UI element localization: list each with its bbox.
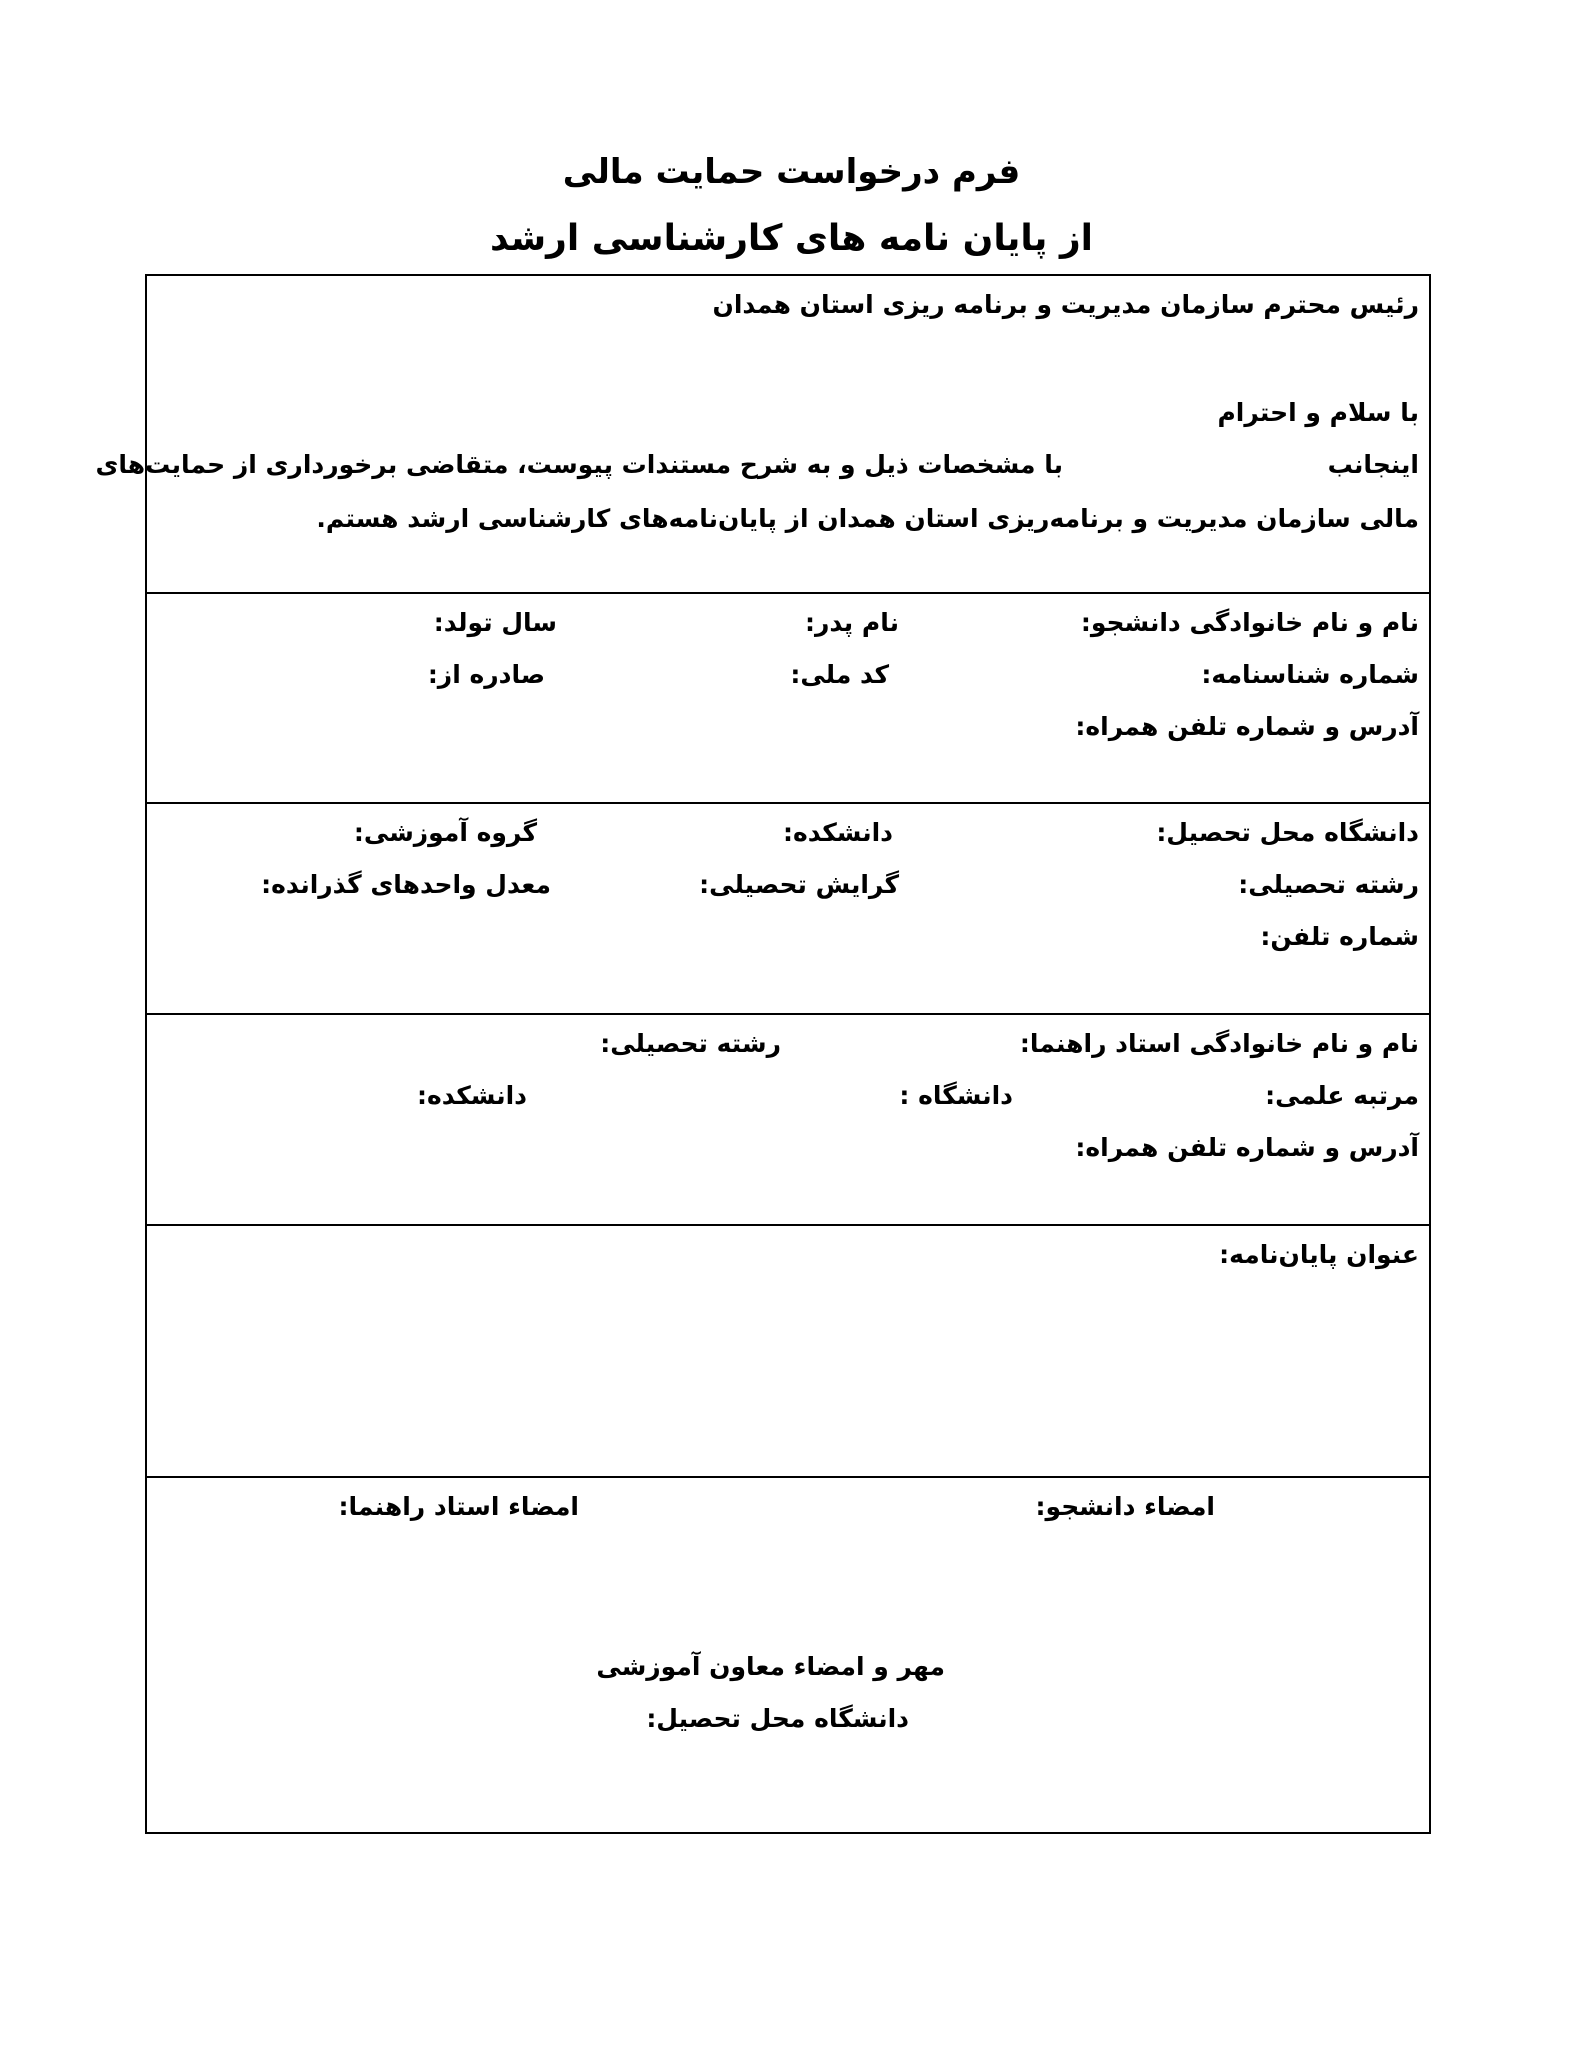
academic-rank-label: مرتبه علمی:: [1265, 1081, 1419, 1110]
application-form: [95, 274, 1431, 1834]
supervisor-signature-label: امضاء استاد راهنما:: [338, 1492, 579, 1521]
issued-from-label: صادره از:: [427, 660, 545, 689]
student-signature-label: امضاء دانشجو:: [1035, 1492, 1215, 1521]
education-section: [147, 804, 1429, 1015]
signature-section: [147, 1478, 1429, 1832]
form-subtitle: از پایان نامه های کارشناسی ارشد: [489, 218, 1094, 259]
id-number-label: شماره شناسنامه:: [1201, 660, 1419, 689]
student-name-label: نام و نام خانوادگی دانشجو:: [1080, 608, 1419, 637]
deputy-stamp-label: مهر و امضاء معاون آموزشی: [596, 1652, 945, 1681]
gpa-label: معدل واحدهای گذرانده:: [261, 870, 551, 899]
body-line2-text: مالی سازمان مدیریت و برنامه‌ریزی استان همدان از پایان‌نامه‌های کارشناسی ارشد هستم.: [316, 504, 1419, 533]
birth-year-label: سال تولد:: [433, 608, 557, 637]
greeting-text: با سلام و احترام: [1217, 398, 1419, 427]
student-address-phone-label: آدرس و شماره تلفن همراه:: [1075, 712, 1419, 741]
addressee-text: رئیس محترم سازمان مدیریت و برنامه ریزی استان همدان: [712, 290, 1419, 319]
form-title: فرم درخواست حمایت مالی: [562, 152, 1021, 192]
faculty-label: دانشکده:: [783, 818, 893, 847]
supervisor-address-phone-label: آدرس و شماره تلفن همراه:: [1075, 1133, 1419, 1162]
supervisor-university-label: دانشگاه :: [899, 1081, 1013, 1110]
phone-label: شماره تلفن:: [1260, 922, 1419, 951]
thesis-title-label: عنوان پایان‌نامه:: [1219, 1240, 1419, 1269]
supervisor-faculty-label: دانشکده:: [417, 1081, 527, 1110]
national-code-label: کد ملی:: [790, 660, 889, 689]
university-label: دانشگاه محل تحصیل:: [1156, 818, 1419, 847]
student-section: [147, 594, 1429, 804]
specialization-label: گرایش تحصیلی:: [699, 870, 899, 899]
department-label: گروه آموزشی:: [353, 818, 537, 847]
thesis-section: [147, 1226, 1429, 1478]
supervisor-name-label: نام و نام خانوادگی استاد راهنما:: [1019, 1029, 1419, 1058]
father-name-label: نام پدر:: [804, 608, 899, 637]
body-line1-text: با مشخصات ذیل و به شرح مستندات پیوست، متقاضی برخورداری از حمایت‌های: [95, 450, 1063, 479]
body-start-text: اینجانب: [1327, 450, 1419, 479]
supervisor-section: [147, 1015, 1429, 1226]
major-label: رشته تحصیلی:: [1238, 870, 1419, 899]
supervisor-major-label: رشته تحصیلی:: [600, 1029, 781, 1058]
deputy-university-label: دانشگاه محل تحصیل:: [646, 1704, 909, 1733]
letter-section: [95, 276, 1429, 594]
